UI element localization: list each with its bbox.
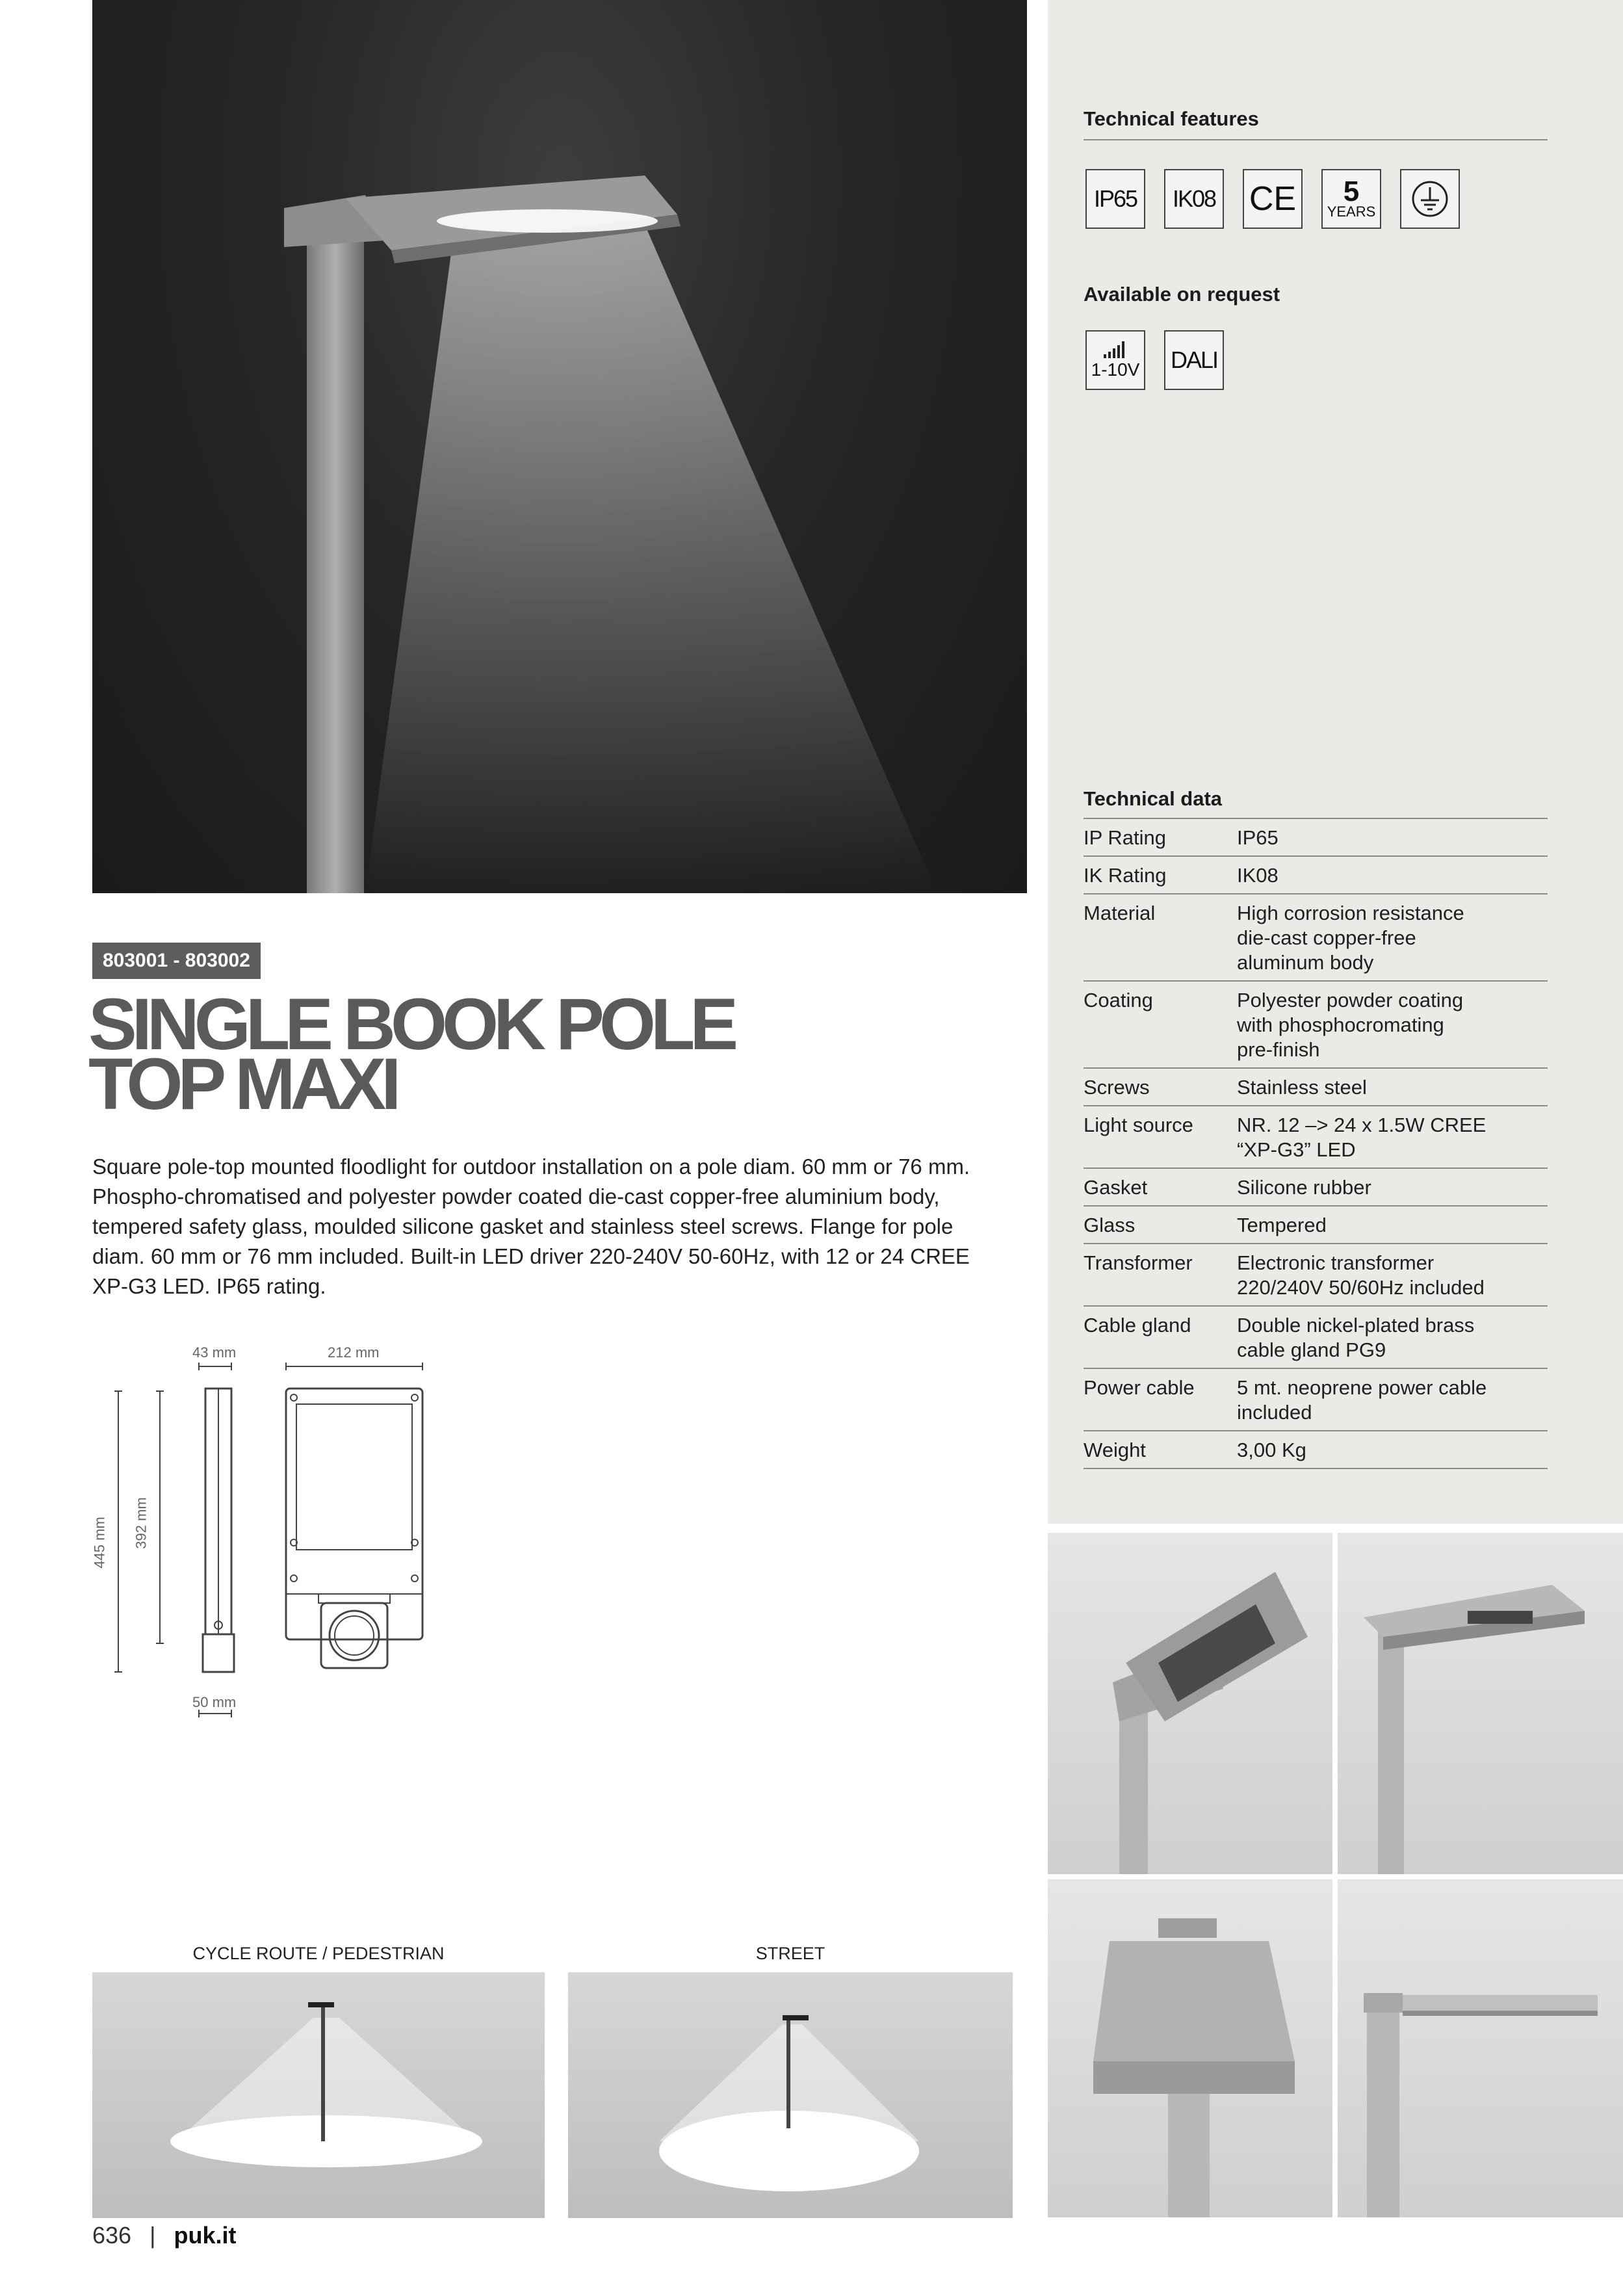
detail-photo-profile — [1338, 1879, 1623, 2217]
product-description: Square pole-top mounted floodlight for outdoor installation on a pole diam. 60 mm or 76 mm. Phospho-chromatised and polyester powder coated die-cast copper-free aluminium body, tempered safety glass, moulded silicone gasket and stainless steel screws. Flange for pole diam. 60 mm or 76 mm included. Built-in LED driver 220-240V 50-60Hz, with 12 or 24 CREE XP-G3 LED. IP65 rating. — [92, 1155, 970, 1298]
detail-photo-side — [1338, 1533, 1623, 1874]
website-link[interactable]: puk.it — [174, 2222, 237, 2249]
tech-row — [1084, 1207, 1548, 1244]
tech-row-label: IP Rating — [1084, 826, 1166, 849]
tech-row-value: NR. 12 –> 24 x 1.5W CREE “XP-G3” LED — [1237, 1114, 1487, 1161]
tech-row-label: Power cable — [1084, 1376, 1195, 1399]
tech-row — [1084, 1431, 1548, 1469]
tech-row-value: IP65 — [1237, 826, 1279, 849]
ce-mark-icon: CE — [1243, 169, 1303, 229]
tech-row-label: Material — [1084, 902, 1156, 924]
dim-total-height: 445 mm — [91, 1517, 108, 1569]
page-number: 636 — [92, 2222, 132, 2249]
tech-row-value: High corrosion resistance die-cast copper-free aluminum body — [1237, 902, 1464, 974]
tech-row-value: Tempered — [1237, 1214, 1327, 1236]
five-years-warranty-icon: 5 YEARS — [1321, 169, 1381, 229]
tech-row-value: 3,00 Kg — [1237, 1439, 1306, 1461]
dim-base-width: 50 mm — [192, 1694, 237, 1710]
dim-body-height: 392 mm — [133, 1497, 149, 1549]
tech-row-value: Double nickel-plated brass cable gland PG9 — [1237, 1314, 1475, 1361]
product-title: SINGLE BOOK POLE TOP MAXI — [88, 984, 734, 1125]
tech-row-value: IK08 — [1237, 864, 1279, 887]
tech-row-label: Transformer — [1084, 1251, 1193, 1274]
application-caption-pedestrian: CYCLE ROUTE / PEDESTRIAN — [192, 1944, 445, 1963]
tech-row — [1084, 1244, 1548, 1307]
tech-row-label: Screws — [1084, 1076, 1150, 1099]
application-photo-pedestrian — [92, 1972, 545, 2218]
technical-data-title: Technical data — [1084, 787, 1223, 810]
tech-row — [1084, 982, 1548, 1069]
tech-row-value: Silicone rubber — [1237, 1176, 1371, 1199]
tech-row — [1084, 819, 1548, 857]
tech-row-label: Gasket — [1084, 1176, 1148, 1199]
application-caption-street: STREET — [755, 1944, 825, 1963]
dimming-1-10v-icon: 1-10V — [1085, 330, 1145, 390]
hero-lamp-illustration — [92, 0, 1027, 893]
tech-row-label: Coating — [1084, 989, 1153, 1011]
dim-side-width: 43 mm — [192, 1344, 237, 1361]
tech-row — [1084, 1106, 1548, 1169]
dali-icon: DALI — [1164, 330, 1224, 390]
tech-row-label: Light source — [1084, 1114, 1193, 1136]
tech-row — [1084, 1307, 1548, 1369]
detail-photo-back — [1048, 1879, 1332, 2217]
detail-photo-angled — [1048, 1533, 1332, 1874]
technical-features-title: Technical features — [1084, 107, 1259, 130]
tech-row-value: Electronic transformer 220/240V 50/60Hz included — [1237, 1251, 1485, 1299]
available-on-request-title: Available on request — [1084, 283, 1280, 306]
tech-row — [1084, 894, 1548, 982]
tech-row — [1084, 1169, 1548, 1207]
tech-row — [1084, 857, 1548, 894]
dim-front-width: 212 mm — [328, 1344, 380, 1361]
tech-row — [1084, 1069, 1548, 1106]
tech-row — [1084, 1369, 1548, 1431]
application-photo-street — [568, 1972, 1013, 2218]
footer-separator: | — [149, 2222, 156, 2249]
hero-product-photo — [92, 0, 1027, 893]
tech-row-value: Polyester powder coating with phosphocromating pre-finish — [1237, 989, 1464, 1061]
tech-row-label: Cable gland — [1084, 1314, 1191, 1337]
tech-row-label: Weight — [1084, 1439, 1146, 1461]
dimension-drawing — [91, 1339, 442, 1729]
tech-row-label: IK Rating — [1084, 864, 1167, 887]
tech-row-value: Stainless steel — [1237, 1076, 1367, 1099]
product-code-badge: 803001 - 803002 — [92, 943, 261, 979]
page-footer — [92, 2222, 236, 2249]
tech-row-value: 5 mt. neoprene power cable included — [1237, 1376, 1487, 1424]
divider — [1084, 139, 1548, 140]
ik08-icon: IK08 — [1164, 169, 1224, 229]
ip65-icon: IP65 — [1085, 169, 1145, 229]
technical-data-table — [1084, 818, 1548, 1469]
earth-ground-icon — [1400, 169, 1460, 229]
tech-row-label: Glass — [1084, 1214, 1136, 1236]
